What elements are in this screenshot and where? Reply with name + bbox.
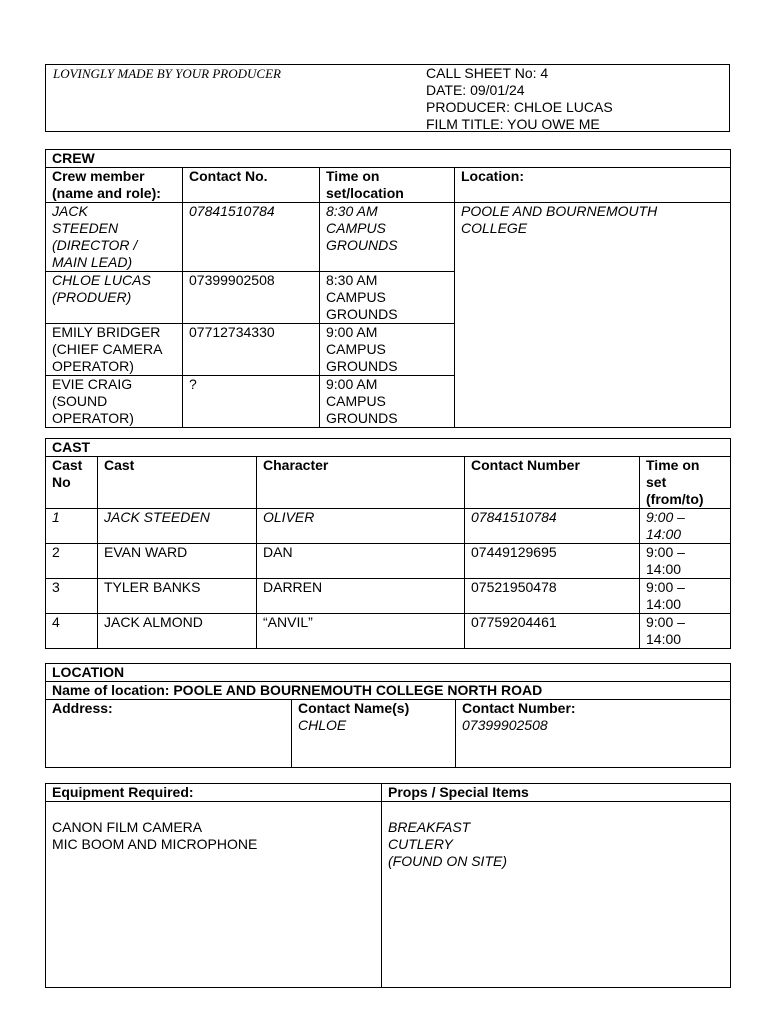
crew-header-time: Time on set/location [320,168,455,203]
location-table [45,663,731,768]
crew-table [45,149,731,428]
cast-character: DAN [257,544,465,579]
cast-character: OLIVER [257,509,465,544]
crew-contact: 07712734330 [183,324,320,376]
cast-no: 3 [46,579,98,614]
crew-member: CHLOE LUCAS (PRODUER) [46,272,183,324]
crew-contact: ? [183,376,320,428]
crew-time: 9:00 AM CAMPUS GROUNDS [320,376,455,428]
contact-number-value: 07399902508 [462,717,548,733]
crew-section [45,149,730,428]
crew-member: JACK STEEDEN (DIRECTOR / MAIN LEAD) [46,203,183,272]
equipment-table [45,783,731,988]
cast-contact: 07759204461 [465,614,640,649]
call-sheet-number: CALL SHEET No: 4 [426,65,549,81]
equipment-items: CANON FILM CAMERA MIC BOOM AND MICROPHONE [52,819,258,852]
cast-no: 4 [46,614,98,649]
cast-table [45,438,731,649]
call-sheet-info [426,65,613,133]
crew-time: 8:30 AM CAMPUS GROUNDS [320,203,455,272]
crew-time: 9:00 AM CAMPUS GROUNDS [320,324,455,376]
table-row [46,203,731,272]
cast-time: 9:00 – 14:00 [640,544,731,579]
cast-header-time: Time on set (from/to) [640,457,731,509]
crew-title: CREW [46,150,731,168]
cast-header-contact: Contact Number [465,457,640,509]
cast-time: 9:00 – 14:00 [640,579,731,614]
table-row [46,509,731,544]
cast-no: 1 [46,509,98,544]
cast-no: 2 [46,544,98,579]
cast-header-character: Character [257,457,465,509]
call-sheet-date: DATE: 09/01/24 [426,82,525,98]
crew-contact: 07841510784 [183,203,320,272]
contact-names-label: Contact Name(s) [298,700,410,716]
crew-member: EVIE CRAIG (SOUND OPERATOR) [46,376,183,428]
crew-member: EMILY BRIDGER (CHIEF CAMERA OPERATOR) [46,324,183,376]
crew-contact: 07399902508 [183,272,320,324]
equipment-items-cell [46,802,382,988]
props-items: BREAKFAST CUTLERY (FOUND ON SITE) [388,819,507,869]
crew-location: POOLE AND BOURNEMOUTH COLLEGE [455,203,731,428]
producer-tagline: LOVINGLY MADE BY YOUR PRODUCER [53,66,281,81]
contact-number-label: Contact Number: [462,700,576,716]
cast-character: “ANVIL” [257,614,465,649]
cast-contact: 07841510784 [465,509,640,544]
call-sheet-producer: PRODUCER: CHLOE LUCAS [426,99,613,115]
call-sheet-header [45,64,730,132]
props-label: Props / Special Items [382,784,731,802]
location-contact-number [456,700,731,768]
contact-names-value: CHLOE [298,717,347,733]
film-title: FILM TITLE: YOU OWE ME [426,116,600,132]
cast-header-cast: Cast [98,457,257,509]
table-row [46,579,731,614]
table-row [46,614,731,649]
location-name: Name of location: POOLE AND BOURNEMOUTH COLLEGE NORTH ROAD [46,682,731,700]
cast-title: CAST [46,439,731,457]
cast-contact: 07449129695 [465,544,640,579]
cast-name: EVAN WARD [98,544,257,579]
crew-header-contact: Contact No. [183,168,320,203]
cast-contact: 07521950478 [465,579,640,614]
location-address-label: Address: [46,700,292,768]
cast-time: 9:00 – 14:00 [640,614,731,649]
equipment-label: Equipment Required: [46,784,382,802]
equipment-section [45,783,730,988]
props-items-cell [382,802,731,988]
cast-character: DARREN [257,579,465,614]
crew-time: 8:30 AM CAMPUS GROUNDS [320,272,455,324]
cast-time: 9:00 – 14:00 [640,509,731,544]
cast-name: JACK ALMOND [98,614,257,649]
crew-header-member: Crew member (name and role): [46,168,183,203]
location-section [45,663,730,768]
table-row [46,544,731,579]
crew-header-location: Location: [455,168,731,203]
location-contact-names [292,700,456,768]
cast-name: TYLER BANKS [98,579,257,614]
cast-header-no: Cast No [46,457,98,509]
cast-section [45,438,730,649]
cast-name: JACK STEEDEN [98,509,257,544]
location-title: LOCATION [46,664,731,682]
